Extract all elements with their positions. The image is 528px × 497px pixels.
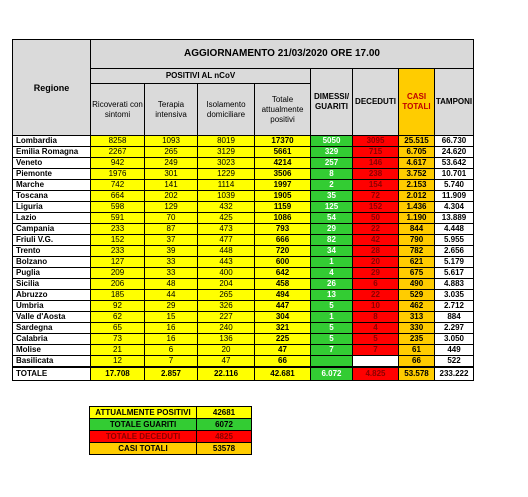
totale-positivi-cell: 720 (255, 246, 311, 257)
totale-positivi-cell: 1086 (255, 213, 311, 224)
terapia-cell: 33 (145, 268, 198, 279)
table-row (13, 356, 474, 368)
isolamento-cell: 1039 (198, 191, 255, 202)
casi-totali-cell: 61 (399, 345, 435, 356)
ricoverati-cell: 209 (91, 268, 145, 279)
region-name: Sardegna (13, 323, 91, 334)
guariti-cell (311, 356, 353, 368)
terapia-header: Terapia intensiva (145, 84, 198, 136)
deceduti-cell: 22 (353, 224, 399, 235)
terapia-cell: 7 (145, 356, 198, 368)
isolamento-cell: 477 (198, 235, 255, 246)
tamponi-cell: 5.179 (435, 257, 474, 268)
casi-totali-cell: 2.153 (399, 180, 435, 191)
terapia-cell: 16 (145, 334, 198, 345)
total-terapia: 2.857 (145, 367, 198, 381)
legend-row (90, 443, 252, 455)
guariti-cell: 125 (311, 202, 353, 213)
total-deceduti: 4.825 (353, 367, 399, 381)
casi-totali-cell: 2.012 (399, 191, 435, 202)
region-name: Emilia Romagna (13, 147, 91, 158)
tamponi-cell: 2.656 (435, 246, 474, 257)
ricoverati-cell: 152 (91, 235, 145, 246)
isolamento-cell: 425 (198, 213, 255, 224)
totale-positivi-cell: 447 (255, 301, 311, 312)
ricoverati-cell: 92 (91, 301, 145, 312)
deceduti-cell: 238 (353, 169, 399, 180)
tamponi-cell: 449 (435, 345, 474, 356)
legend-label: TOTALE GUARITI (90, 419, 197, 431)
region-name: Puglia (13, 268, 91, 279)
totale-positivi-cell: 47 (255, 345, 311, 356)
legend-value: 4825 (197, 431, 252, 443)
legend-label: ATTUALMENTE POSITIVI (90, 407, 197, 419)
table-row (13, 323, 474, 334)
table-row (13, 224, 474, 235)
tamponi-cell: 11.909 (435, 191, 474, 202)
totale-positivi-cell: 666 (255, 235, 311, 246)
deceduti-cell: 154 (353, 180, 399, 191)
ricoverati-cell: 598 (91, 202, 145, 213)
casi-totali-cell: 462 (399, 301, 435, 312)
casi-totali-cell: 782 (399, 246, 435, 257)
terapia-cell: 48 (145, 279, 198, 290)
terapia-cell: 44 (145, 290, 198, 301)
deceduti-cell: 146 (353, 158, 399, 169)
casi-totali-cell: 3.752 (399, 169, 435, 180)
ricoverati-cell: 127 (91, 257, 145, 268)
isolamento-cell: 265 (198, 290, 255, 301)
tamponi-cell: 3.050 (435, 334, 474, 345)
guariti-cell: 1 (311, 312, 353, 323)
casi-totali-cell: 1.190 (399, 213, 435, 224)
tamponi-cell: 13.889 (435, 213, 474, 224)
terapia-cell: 202 (145, 191, 198, 202)
covid-data-table (12, 39, 474, 381)
deceduti-cell: 152 (353, 202, 399, 213)
table-row (13, 147, 474, 158)
legend-value: 42681 (197, 407, 252, 419)
isolamento-cell: 136 (198, 334, 255, 345)
totale-positivi-cell: 458 (255, 279, 311, 290)
casi-totali-cell: 490 (399, 279, 435, 290)
tamponi-cell: 5.955 (435, 235, 474, 246)
table-row (13, 312, 474, 323)
tamponi-cell: 5.740 (435, 180, 474, 191)
region-name: Lombardia (13, 136, 91, 147)
totale-positivi-cell: 304 (255, 312, 311, 323)
isolamento-cell: 432 (198, 202, 255, 213)
deceduti-cell: 29 (353, 268, 399, 279)
tamponi-cell: 4.448 (435, 224, 474, 235)
totale-positivi-cell: 3506 (255, 169, 311, 180)
isolamento-cell: 443 (198, 257, 255, 268)
isolamento-cell: 326 (198, 301, 255, 312)
legend-value: 6072 (197, 419, 252, 431)
deceduti-cell: 715 (353, 147, 399, 158)
table-row (13, 301, 474, 312)
deceduti-cell: 3095 (353, 136, 399, 147)
deceduti-cell: 50 (353, 213, 399, 224)
ricoverati-cell: 8258 (91, 136, 145, 147)
terapia-cell: 265 (145, 147, 198, 158)
deceduti-cell: 7 (353, 345, 399, 356)
region-name: Lazio (13, 213, 91, 224)
tamponi-cell: 3.035 (435, 290, 474, 301)
region-name: Liguria (13, 202, 91, 213)
total-label: TOTALE (13, 367, 91, 381)
total-ricoverati: 17.708 (91, 367, 145, 381)
summary-legend (89, 406, 252, 455)
terapia-cell: 6 (145, 345, 198, 356)
guariti-cell: 34 (311, 246, 353, 257)
ricoverati-cell: 591 (91, 213, 145, 224)
isolamento-cell: 8019 (198, 136, 255, 147)
totale-positivi-cell: 793 (255, 224, 311, 235)
totale-positivi-header: Totale attualmente positivi (255, 84, 311, 136)
legend-row (90, 419, 252, 431)
totale-positivi-cell: 225 (255, 334, 311, 345)
total-tamponi: 233.222 (435, 367, 474, 381)
dimessi-header: DIMESSI/ GUARITI (311, 69, 353, 136)
table-row (13, 158, 474, 169)
casi-totali-cell: 66 (399, 356, 435, 368)
tamponi-cell: 2.712 (435, 301, 474, 312)
table-row (13, 191, 474, 202)
ricoverati-cell: 664 (91, 191, 145, 202)
tamponi-cell: 24.620 (435, 147, 474, 158)
guariti-cell: 1 (311, 257, 353, 268)
total-row (13, 367, 474, 381)
table-row (13, 235, 474, 246)
table-row (13, 180, 474, 191)
deceduti-cell: 6 (353, 279, 399, 290)
totale-positivi-cell: 1159 (255, 202, 311, 213)
isolamento-cell: 400 (198, 268, 255, 279)
ricoverati-cell: 942 (91, 158, 145, 169)
isolamento-cell: 227 (198, 312, 255, 323)
casi-totali-cell: 621 (399, 257, 435, 268)
ricoverati-cell: 233 (91, 246, 145, 257)
deceduti-cell (353, 356, 399, 368)
guariti-cell: 13 (311, 290, 353, 301)
isolamento-cell: 204 (198, 279, 255, 290)
terapia-cell: 301 (145, 169, 198, 180)
isolamento-cell: 473 (198, 224, 255, 235)
casi-totali-cell: 4.617 (399, 158, 435, 169)
total-casi: 53.578 (399, 367, 435, 381)
deceduti-cell: 5 (353, 334, 399, 345)
isolamento-cell: 3023 (198, 158, 255, 169)
total-isolamento: 22.116 (198, 367, 255, 381)
guariti-cell: 5 (311, 323, 353, 334)
guariti-cell: 29 (311, 224, 353, 235)
ricoverati-cell: 742 (91, 180, 145, 191)
casi-totali-cell: 330 (399, 323, 435, 334)
deceduti-cell: 4 (353, 323, 399, 334)
isolamento-cell: 240 (198, 323, 255, 334)
guariti-cell: 4 (311, 268, 353, 279)
totale-positivi-cell: 17370 (255, 136, 311, 147)
region-name: Marche (13, 180, 91, 191)
terapia-cell: 29 (145, 301, 198, 312)
casi-totali-cell: 675 (399, 268, 435, 279)
isolamento-cell: 3129 (198, 147, 255, 158)
tamponi-cell: 53.642 (435, 158, 474, 169)
table-row (13, 279, 474, 290)
deceduti-cell: 72 (353, 191, 399, 202)
legend-label: TOTALE DECEDUTI (90, 431, 197, 443)
positivi-header: POSITIVI AL nCoV (91, 69, 311, 84)
casi-totali-cell: 1.436 (399, 202, 435, 213)
tamponi-cell: 10.701 (435, 169, 474, 180)
legend-row (90, 431, 252, 443)
region-name: Abruzzo (13, 290, 91, 301)
table-row (13, 246, 474, 257)
casi-totali-cell: 529 (399, 290, 435, 301)
region-name: Bolzano (13, 257, 91, 268)
tamponi-cell: 522 (435, 356, 474, 368)
ricoverati-cell: 206 (91, 279, 145, 290)
ricoverati-cell: 65 (91, 323, 145, 334)
table-row (13, 345, 474, 356)
table-row (13, 136, 474, 147)
casi-totali-header: CASI TOTALI (399, 69, 435, 136)
casi-totali-cell: 6.705 (399, 147, 435, 158)
deceduti-header: DECEDUTI (353, 69, 399, 136)
legend-value: 53578 (197, 443, 252, 455)
totale-positivi-cell: 321 (255, 323, 311, 334)
guariti-cell: 7 (311, 345, 353, 356)
guariti-cell: 5050 (311, 136, 353, 147)
ricoverati-cell: 73 (91, 334, 145, 345)
deceduti-cell: 22 (353, 290, 399, 301)
region-name: Valle d'Aosta (13, 312, 91, 323)
region-name: Toscana (13, 191, 91, 202)
guariti-cell: 26 (311, 279, 353, 290)
ricoverati-cell: 62 (91, 312, 145, 323)
guariti-cell: 82 (311, 235, 353, 246)
casi-totali-cell: 844 (399, 224, 435, 235)
table-row (13, 169, 474, 180)
table-row (13, 334, 474, 345)
terapia-cell: 249 (145, 158, 198, 169)
ricoverati-cell: 233 (91, 224, 145, 235)
deceduti-cell: 20 (353, 257, 399, 268)
casi-totali-cell: 313 (399, 312, 435, 323)
terapia-cell: 33 (145, 257, 198, 268)
isolamento-cell: 1114 (198, 180, 255, 191)
tamponi-cell: 4.883 (435, 279, 474, 290)
isolamento-cell: 47 (198, 356, 255, 368)
terapia-cell: 141 (145, 180, 198, 191)
legend-row (90, 407, 252, 419)
legend-label: CASI TOTALI (90, 443, 197, 455)
table-row (13, 257, 474, 268)
guariti-cell: 2 (311, 180, 353, 191)
totale-positivi-cell: 1997 (255, 180, 311, 191)
isolamento-header: Isolamento domiciliare (198, 84, 255, 136)
region-name: Friuli V.G. (13, 235, 91, 246)
terapia-cell: 87 (145, 224, 198, 235)
region-name: Sicilia (13, 279, 91, 290)
isolamento-cell: 20 (198, 345, 255, 356)
isolamento-cell: 1229 (198, 169, 255, 180)
tamponi-cell: 884 (435, 312, 474, 323)
guariti-cell: 257 (311, 158, 353, 169)
ricoverati-cell: 2267 (91, 147, 145, 158)
ricoverati-cell: 21 (91, 345, 145, 356)
table-row (13, 268, 474, 279)
terapia-cell: 129 (145, 202, 198, 213)
casi-totali-cell: 25.515 (399, 136, 435, 147)
table-row (13, 202, 474, 213)
update-header: AGGIORNAMENTO 21/03/2020 ORE 17.00 (91, 40, 474, 69)
casi-totali-cell: 790 (399, 235, 435, 246)
deceduti-cell: 28 (353, 246, 399, 257)
region-name: Campania (13, 224, 91, 235)
region-name: Piemonte (13, 169, 91, 180)
totale-positivi-cell: 642 (255, 268, 311, 279)
region-name: Umbria (13, 301, 91, 312)
deceduti-cell: 8 (353, 312, 399, 323)
ricoverati-cell: 12 (91, 356, 145, 368)
terapia-cell: 39 (145, 246, 198, 257)
deceduti-cell: 10 (353, 301, 399, 312)
totale-positivi-cell: 494 (255, 290, 311, 301)
region-name: Molise (13, 345, 91, 356)
table-row (13, 213, 474, 224)
terapia-cell: 16 (145, 323, 198, 334)
tamponi-cell: 66.730 (435, 136, 474, 147)
totale-positivi-cell: 66 (255, 356, 311, 368)
tamponi-cell: 2.297 (435, 323, 474, 334)
region-header: Regione (13, 40, 91, 136)
tamponi-cell: 4.304 (435, 202, 474, 213)
ricoverati-cell: 185 (91, 290, 145, 301)
guariti-cell: 54 (311, 213, 353, 224)
terapia-cell: 37 (145, 235, 198, 246)
region-name: Calabria (13, 334, 91, 345)
guariti-cell: 35 (311, 191, 353, 202)
table-row (13, 290, 474, 301)
isolamento-cell: 448 (198, 246, 255, 257)
region-name: Veneto (13, 158, 91, 169)
totale-positivi-cell: 4214 (255, 158, 311, 169)
region-name: Trento (13, 246, 91, 257)
guariti-cell: 8 (311, 169, 353, 180)
totale-positivi-cell: 1905 (255, 191, 311, 202)
total-positivi: 42.681 (255, 367, 311, 381)
total-guariti: 6.072 (311, 367, 353, 381)
ricoverati-cell: 1976 (91, 169, 145, 180)
casi-totali-cell: 235 (399, 334, 435, 345)
tamponi-cell: 5.617 (435, 268, 474, 279)
region-name: Basilicata (13, 356, 91, 368)
deceduti-cell: 42 (353, 235, 399, 246)
tamponi-header: TAMPONI (435, 69, 474, 136)
totale-positivi-cell: 600 (255, 257, 311, 268)
guariti-cell: 5 (311, 301, 353, 312)
guariti-cell: 329 (311, 147, 353, 158)
terapia-cell: 15 (145, 312, 198, 323)
guariti-cell: 5 (311, 334, 353, 345)
ricoverati-header: Ricoverati con sintomi (91, 84, 145, 136)
totale-positivi-cell: 5661 (255, 147, 311, 158)
terapia-cell: 70 (145, 213, 198, 224)
terapia-cell: 1093 (145, 136, 198, 147)
